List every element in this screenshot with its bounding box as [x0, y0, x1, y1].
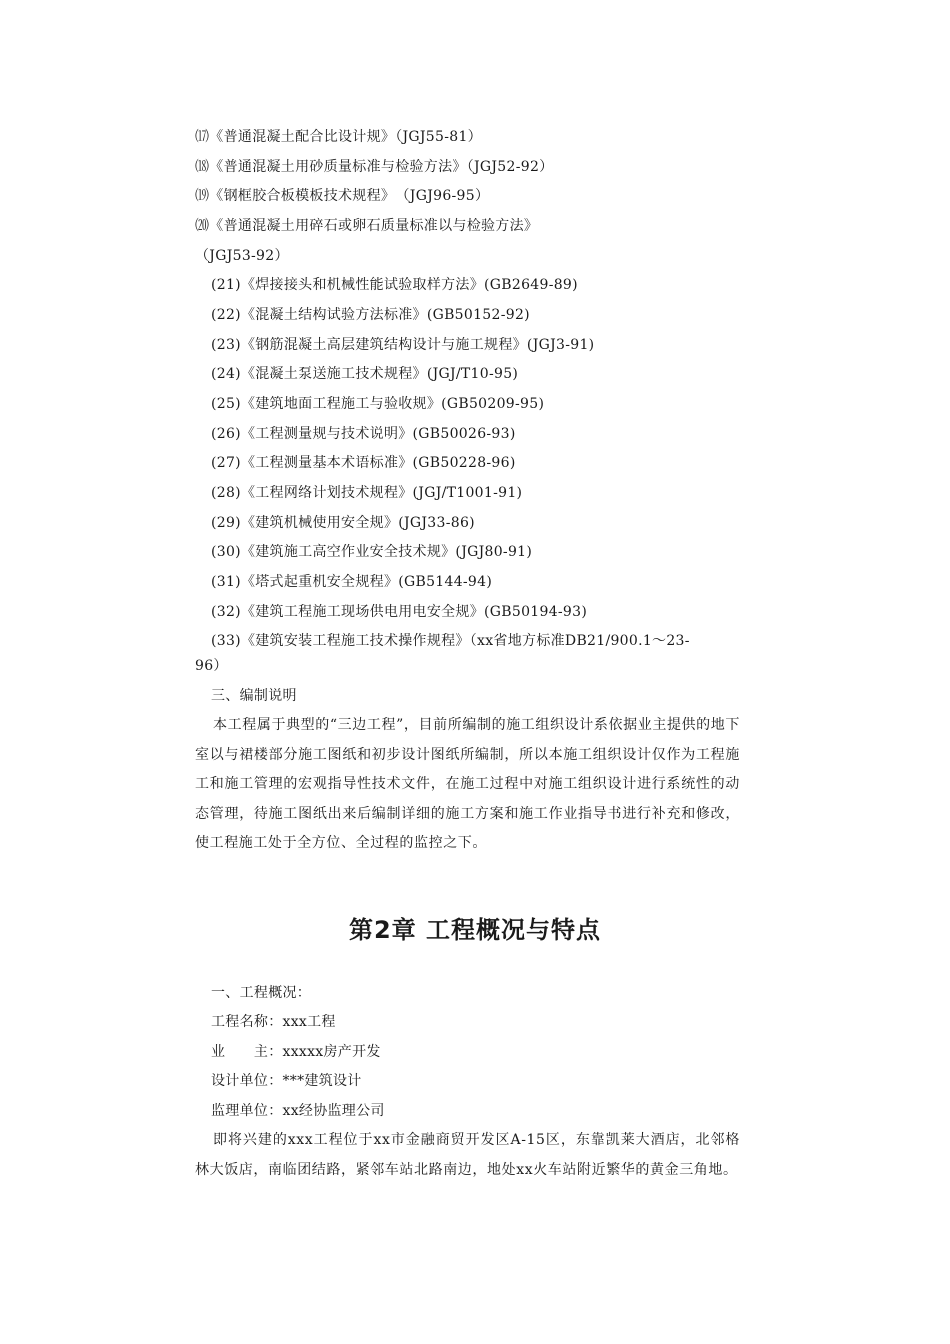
section-heading-compilation: 三、编制说明: [211, 688, 297, 704]
design-unit: 设计单位：***建筑设计: [211, 1073, 362, 1089]
standard-item-25: (25)《建筑地面工程施工与验收规》(GB50209-95): [211, 396, 545, 412]
standard-item-26: (26)《工程测量规与技术说明》(GB50026-93): [211, 426, 516, 442]
standard-item-31: (31)《塔式起重机安全规程》(GB5144-94): [211, 574, 493, 590]
standard-item-32: (32)《建筑工程施工现场供电用电安全规》(GB50194-93): [211, 604, 588, 620]
supervision-unit: 监理单位：xx经协监理公司: [211, 1103, 385, 1119]
standard-item-28: (28)《工程网络计划技术规程》(JGJ/T1001-91): [211, 485, 523, 501]
standard-item-27: (27)《工程测量基本术语标准》(GB50228-96): [211, 455, 516, 471]
standard-item-33-cont: 96）: [195, 658, 228, 674]
standard-item-20: ⒇《普通混凝土用碎石或卵石质量标准以与检验方法》: [195, 218, 539, 234]
standard-item-29: (29)《建筑机械使用安全规》(JGJ33-86): [211, 515, 475, 531]
standard-item-30: (30)《建筑施工高空作业安全技术规》(JGJ80-91): [211, 544, 533, 560]
standard-item-24: (24)《混凝土泵送施工技术规程》(JGJ/T10-95): [211, 366, 519, 382]
location-paragraph: 即将兴建的xxx工程位于xx市金融商贸开发区A-15区，东靠凯莱大酒店，北邻格林大饭店，南临团结路，紧邻车站北路南边，地处xx火车站附近繁华的黄金三角地。: [195, 1132, 740, 1178]
standard-item-20-code: （JGJ53-92）: [195, 248, 289, 264]
standard-item-18: ⒅《普通混凝土用砂质量标准与检验方法》（JGJ52-92）: [195, 159, 554, 175]
standard-item-23: (23)《钢筋混凝土高层建筑结构设计与施工规程》(JGJ3-91): [211, 337, 595, 353]
project-name: 工程名称：xxx工程: [211, 1014, 336, 1030]
overview-heading: 一、工程概况：: [211, 985, 312, 1001]
standard-item-17: ⒄《普通混凝土配合比设计规》（JGJ55-81）: [195, 129, 482, 145]
compilation-paragraph: 本工程属于典型的“三边工程”，目前所编制的施工组织设计系依据业主提供的地下室以与裙楼部分施工图纸和初步设计图纸所编制，所以本施工组织设计仅作为工程施工和施工管理的宏观指导性技术文件，在施工过程中对施工组织设计进行系统性的动态管理，待施工图纸出来后编制详细的施工方案和施工作业指导书进行补充和修改，使工程施工处于全方位、全过程的监控之下。: [195, 717, 740, 852]
project-owner: 业 主：xxxxx房产开发: [211, 1044, 381, 1060]
standard-item-21: (21)《焊接接头和机械性能试验取样方法》(GB2649-89): [211, 277, 578, 293]
standard-item-19: ⒆《钢框胶合板模板技术规程》 （JGJ96-95）: [195, 188, 490, 204]
chapter-title: 第2章 工程概况与特点: [348, 916, 602, 944]
standard-item-22: (22)《混凝土结构试验方法标准》(GB50152-92): [211, 307, 530, 323]
standard-item-33: (33)《建筑安装工程施工技术操作规程》（xx省地方标准DB21/900.1～23-: [211, 633, 690, 649]
